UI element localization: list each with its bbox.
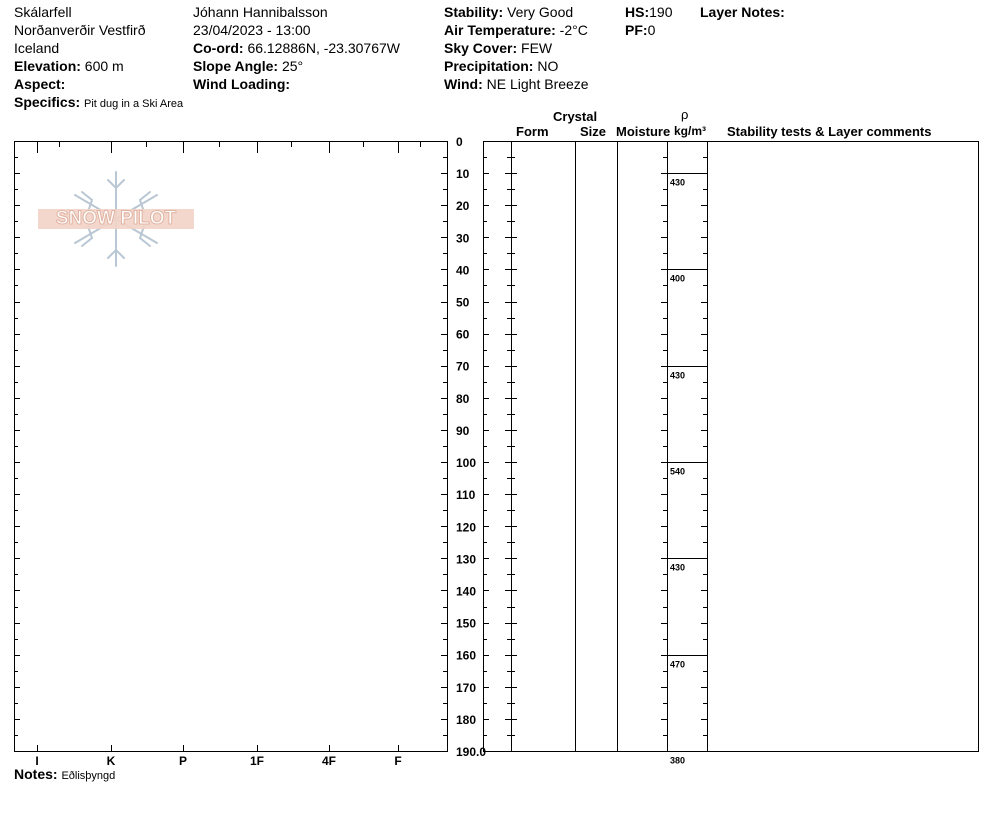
depth-tick-label: 90 — [456, 423, 470, 438]
depth-tick-label: 10 — [456, 167, 470, 182]
hardness-tick-label: I — [35, 754, 39, 768]
density-label: 540 — [670, 466, 686, 477]
specifics-value: Pit dug in a Ski Area — [84, 98, 184, 110]
pf-label: PF: — [625, 22, 648, 38]
air-temp-value: -2°C — [559, 22, 588, 38]
site-country: Iceland — [14, 40, 60, 56]
hardness-tick-label: 4F — [321, 754, 337, 768]
precip-value: NO — [537, 58, 559, 74]
coord-label: Co-ord: — [193, 40, 244, 56]
hardness-plot-frame — [15, 142, 448, 752]
sky-cover-value: FEW — [521, 40, 553, 56]
observation-datetime: 23/04/2023 - 13:00 — [193, 22, 311, 38]
depth-tick-label: 190.0 — [456, 745, 487, 759]
depth-tick-label: 70 — [456, 359, 470, 374]
air-temp-label: Air Temperature: — [444, 22, 556, 38]
depth-tick-label: 150 — [456, 616, 477, 631]
density-label: 430 — [670, 370, 686, 381]
crystal-header: Crystal — [553, 109, 598, 124]
notes-value: Eðlisþyngd — [61, 770, 116, 782]
specifics-label: Specifics: — [14, 94, 81, 110]
slope-label: Slope Angle: — [193, 58, 279, 74]
logo-text: SNOW PILOT — [55, 208, 177, 229]
depth-tick-label: 80 — [456, 391, 470, 406]
site-name: Skálarfell — [14, 4, 72, 20]
density-label: 470 — [670, 659, 686, 670]
depth-tick-label: 140 — [456, 584, 477, 599]
moisture-header: Moisture — [616, 124, 671, 139]
elevation-value: 600 m — [84, 58, 124, 74]
depth-tick-label: 30 — [456, 231, 470, 246]
layer-notes-label: Layer Notes: — [700, 4, 785, 20]
hardness-tick-label: F — [394, 754, 402, 768]
hs-label: HS: — [625, 4, 650, 20]
stability-value: Very Good — [507, 4, 574, 20]
depth-tick-label: 60 — [456, 327, 470, 342]
depth-tick-label: 180 — [456, 712, 477, 727]
density-label: 430 — [670, 562, 686, 573]
depth-tick-label: 0 — [456, 135, 463, 149]
depth-tick-label: 160 — [456, 648, 477, 663]
site-region: Norðanverðir Vestfirð — [14, 22, 146, 38]
comments-header: Stability tests & Layer comments — [727, 124, 932, 139]
aspect-label: Aspect: — [14, 76, 66, 92]
stability-label: Stability: — [444, 4, 504, 20]
notes-label: Notes: — [14, 766, 58, 782]
depth-tick-label: 110 — [456, 488, 476, 503]
pf-value: 0 — [647, 22, 656, 38]
coord-value: 66.12886N, -23.30767W — [247, 40, 400, 56]
rho-unit-header: kg/m³ — [674, 124, 707, 138]
hardness-tick-label: P — [178, 754, 188, 768]
precip-label: Precipitation: — [444, 58, 534, 74]
depth-tick-label: 40 — [456, 263, 470, 278]
depth-tick-label: 120 — [456, 520, 477, 535]
form-header: Form — [516, 124, 549, 139]
hardness-tick-label: 1F — [249, 754, 265, 768]
wind-label: Wind: — [444, 76, 483, 92]
sky-cover-label: Sky Cover: — [444, 40, 518, 56]
elevation-label: Elevation: — [14, 58, 81, 74]
size-header: Size — [580, 124, 607, 139]
rho-header: ρ — [681, 107, 689, 122]
depth-tick-label: 130 — [456, 552, 477, 567]
density-label: 400 — [670, 273, 686, 284]
hardness-tick-label: K — [106, 754, 116, 768]
observer-name: Jóhann Hannibalsson — [193, 4, 328, 20]
wind-value: NE Light Breeze — [486, 76, 589, 92]
depth-tick-label: 170 — [456, 680, 477, 695]
wind-loading-label: Wind Loading: — [193, 76, 291, 92]
layer-table-frame — [484, 142, 979, 752]
density-label: 430 — [670, 177, 686, 188]
hs-value: 190 — [649, 4, 673, 20]
notes-row — [14, 766, 115, 784]
depth-tick-label: 100 — [456, 456, 477, 471]
slope-value: 25° — [281, 58, 304, 74]
depth-tick-label: 50 — [456, 295, 470, 310]
density-label: 380 — [670, 755, 686, 766]
depth-tick-label: 20 — [456, 199, 470, 214]
